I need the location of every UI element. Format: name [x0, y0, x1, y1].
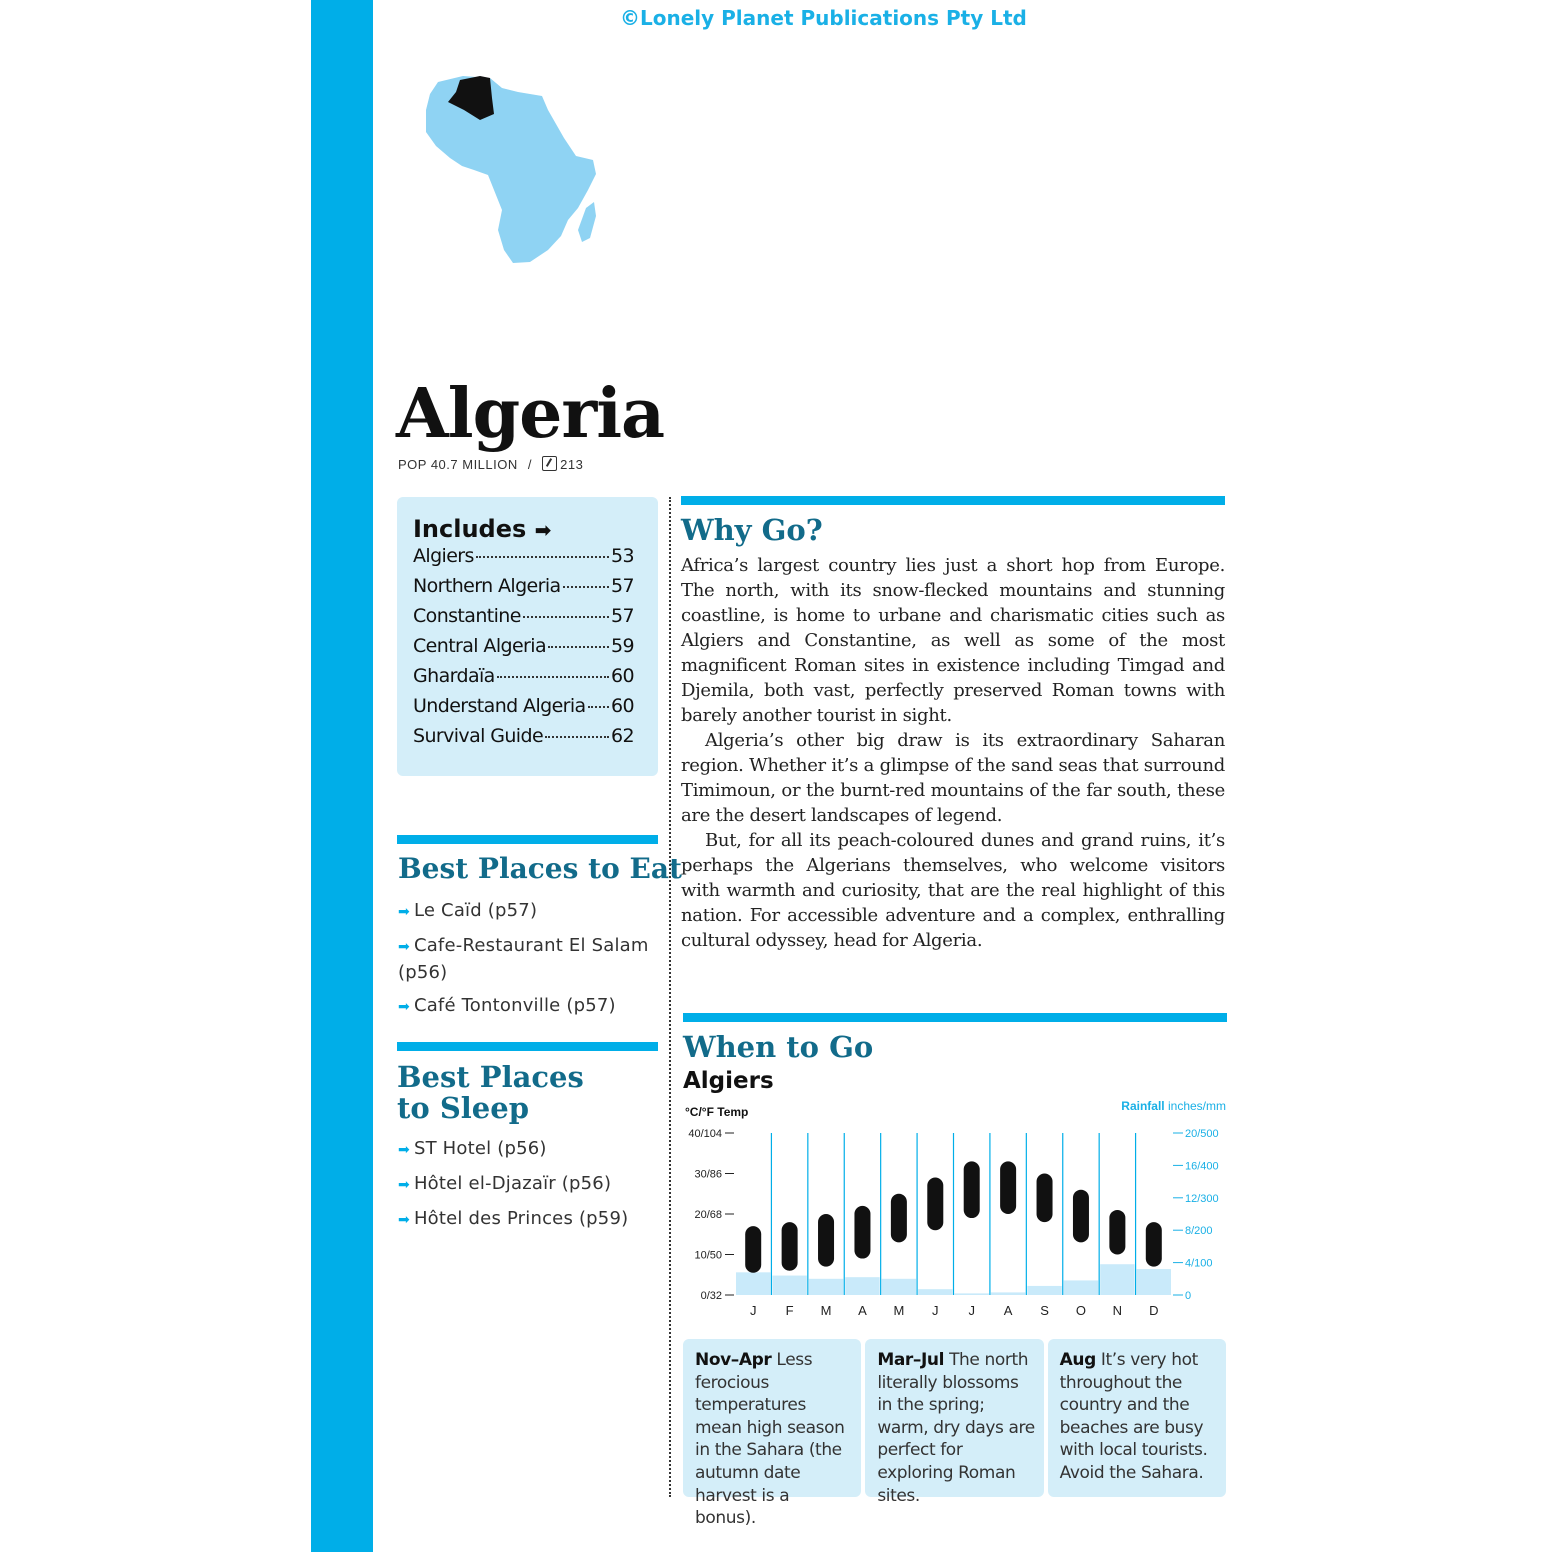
- eat-rule: [397, 835, 658, 844]
- temperature-range-bar: [782, 1222, 798, 1271]
- why-rule: [681, 496, 1225, 505]
- column-divider: [669, 497, 671, 1497]
- temperature-tick-label: 10/50: [694, 1249, 722, 1262]
- climate-chart: [680, 1098, 1230, 1328]
- sleep-rule: [397, 1042, 658, 1051]
- africa-shape: [426, 76, 596, 263]
- includes-list: [413, 545, 634, 755]
- rainfall-bar: [1064, 1280, 1098, 1295]
- temperature-range-bar: [854, 1206, 870, 1259]
- arrow-right-icon: ➡: [398, 1142, 410, 1158]
- includes-item[interactable]: Central Algeria 59: [413, 635, 634, 657]
- rainfall-bar: [955, 1293, 989, 1295]
- includes-title: Includes ➡: [413, 515, 552, 543]
- eat-list: [398, 898, 660, 1028]
- rainfall-bar: [1100, 1264, 1134, 1295]
- list-item[interactable]: ➡ Café Tontonville (p57): [398, 995, 616, 1016]
- rainfall-bar: [736, 1272, 770, 1295]
- leader-dots: [523, 616, 609, 618]
- rainfall-bar: [991, 1292, 1025, 1295]
- list-item[interactable]: ➡ Le Caïd (p57): [398, 900, 538, 921]
- month-label: O: [1075, 1303, 1087, 1318]
- madagascar-shape: [578, 202, 596, 242]
- eat-heading: Best Places to Eat: [398, 852, 682, 885]
- includes-item[interactable]: Ghardaïa 60: [413, 665, 634, 687]
- leader-dots: [476, 556, 609, 558]
- rainfall-bar: [918, 1289, 952, 1295]
- list-item[interactable]: ➡ Cafe-Restaurant El Salam (p56): [398, 935, 649, 983]
- leader-dots: [563, 586, 609, 588]
- left-color-band: [311, 0, 373, 1552]
- temperature-range-bar: [818, 1214, 834, 1267]
- rainfall-tick-label: 20/500: [1185, 1128, 1219, 1140]
- rainfall-bar: [882, 1279, 916, 1295]
- rainfall-tick-label: 12/300: [1185, 1192, 1219, 1205]
- temperature-ticks: [688, 1128, 734, 1302]
- population: POP 40.7 MILLION: [398, 457, 518, 472]
- leader-dots: [497, 676, 609, 678]
- sleep-heading: Best Places to Sleep: [397, 1060, 584, 1125]
- rain-axis-label: [1121, 1099, 1226, 1113]
- includes-item[interactable]: Northern Algeria 57: [413, 575, 634, 597]
- temperature-range-bar: [1146, 1222, 1162, 1267]
- month-labels: [750, 1303, 1159, 1318]
- rainfall-tick-label: 8/200: [1185, 1225, 1213, 1238]
- temperature-tick-label: 30/86: [694, 1168, 722, 1181]
- includes-item[interactable]: Constantine 57: [413, 605, 634, 627]
- leader-dots: [545, 736, 609, 738]
- month-label: J: [932, 1303, 939, 1318]
- temperature-range-bar: [1073, 1190, 1089, 1243]
- sleep-list: [398, 1136, 660, 1241]
- arrow-right-icon: ➡: [398, 1212, 410, 1228]
- rainfall-bar: [1137, 1269, 1171, 1295]
- month-label: N: [1112, 1303, 1123, 1318]
- arrow-right-icon: ➡: [398, 999, 410, 1015]
- season-label: Nov–Apr: [695, 1350, 772, 1370]
- list-item[interactable]: ➡ Hôtel des Princes (p59): [398, 1208, 629, 1229]
- why-paragraph: But, for all its peach-coloured dunes and grand ruins, it’s perhaps the Algerians themselves, who welcome visitors with warmth and curiosity, that are the real highlight of this nation. For accessible adventure and a complex, enthralling cultural odyssey, head for Algeria.: [681, 830, 1225, 951]
- temperature-range-bar: [1000, 1161, 1016, 1214]
- month-label: A: [1003, 1303, 1013, 1318]
- season-text: The north literally blossoms in the spring; warm, dry days are perfect for exploring Roman sites.: [877, 1350, 1035, 1506]
- temperature-range-bar: [1109, 1210, 1125, 1255]
- season-box: [1048, 1339, 1226, 1497]
- arrow-right-icon: ➡: [534, 518, 552, 542]
- list-item[interactable]: ➡ Hôtel el-Djazaïr (p56): [398, 1173, 612, 1194]
- why-paragraph: Algeria’s other big draw is its extraordinary Saharan region. Whether it’s a glimpse of the sand seas that surround Timimoun, or the burnt-red mountains of the far south, these are the desert landscapes of legend.: [681, 730, 1225, 826]
- includes-item[interactable]: Understand Algeria 60: [413, 695, 634, 717]
- season-text: It’s very hot throughout the country and the beaches are busy with local tourists. Avoid the Sahara.: [1059, 1350, 1208, 1483]
- includes-box: [397, 497, 658, 776]
- chart-city: Algiers: [683, 1068, 774, 1094]
- month-label: J: [749, 1303, 757, 1318]
- season-text: Less ferocious temperatures mean high season in the Sahara (the autumn date harvest is a bonus).: [695, 1350, 845, 1529]
- rainfall-ticks: [1173, 1128, 1219, 1302]
- temperature-tick-label: 0/32: [700, 1290, 722, 1302]
- why-heading: Why Go?: [681, 513, 823, 547]
- rainfall-bar: [772, 1276, 806, 1295]
- africa-locator-map: [418, 70, 603, 270]
- arrow-right-icon: ➡: [398, 1177, 410, 1193]
- rainfall-bar: [809, 1279, 843, 1295]
- season-label: Aug: [1059, 1350, 1096, 1370]
- country-title: Algeria: [396, 374, 665, 454]
- country-facts: [398, 456, 583, 472]
- temperature-range-bar: [891, 1194, 907, 1243]
- season-label: Mar–Jul: [877, 1350, 945, 1370]
- month-label: S: [1040, 1303, 1049, 1318]
- rain-axis-label-bold: Rainfall: [1121, 1099, 1165, 1113]
- temperature-range-bar: [927, 1178, 943, 1231]
- month-label: F: [785, 1303, 794, 1318]
- month-label: A: [858, 1303, 867, 1318]
- dialing-code: 213: [560, 457, 584, 472]
- when-heading: When to Go: [683, 1030, 874, 1064]
- season-box: [683, 1339, 861, 1529]
- why-body: [681, 553, 1225, 953]
- month-label: J: [968, 1303, 975, 1318]
- month-label: M: [820, 1303, 832, 1318]
- month-label: M: [893, 1303, 905, 1318]
- temperature-range-bar: [964, 1161, 980, 1218]
- why-paragraph: Africa’s largest country lies just a short hop from Europe. The north, with its snow-flecked mountains and stunning coastline, is home to urbane and charismatic cities such as Algiers and Constantine, as well as some of the most magnificent Roman sites in existence including Timgad and Djemila, both vast, perfectly preserved Roman towns with barely another tourist in sight.: [681, 555, 1225, 726]
- temperature-tick-label: 20/68: [694, 1209, 722, 1221]
- rainfall-bar: [1027, 1286, 1061, 1295]
- rainfall-tick-label: 4/100: [1185, 1257, 1213, 1270]
- list-item[interactable]: ➡ ST Hotel (p56): [398, 1138, 547, 1159]
- rainfall-bar: [845, 1277, 879, 1295]
- facts-separator: /: [527, 457, 533, 472]
- month-label: D: [1149, 1303, 1159, 1318]
- temperature-range-bar: [745, 1226, 761, 1273]
- leader-dots: [548, 646, 609, 648]
- rain-axis-label-units: inches/mm: [1167, 1099, 1226, 1113]
- temperature-tick-label: 40/104: [688, 1128, 722, 1140]
- includes-item[interactable]: Survival Guide 62: [413, 725, 634, 747]
- temperature-range-bar: [1037, 1174, 1053, 1223]
- rainfall-tick-label: 16/400: [1185, 1160, 1219, 1173]
- season-box: [865, 1339, 1043, 1506]
- temp-axis-label: °C/°F Temp: [685, 1105, 749, 1119]
- when-rule: [683, 1013, 1227, 1022]
- phone-code-icon: [542, 456, 557, 471]
- rainfall-tick-label: 0: [1185, 1290, 1192, 1302]
- copyright-notice: ©Lonely Planet Publications Pty Ltd: [620, 6, 1027, 30]
- includes-item[interactable]: Algiers 53: [413, 545, 634, 567]
- leader-dots: [588, 706, 609, 708]
- arrow-right-icon: ➡: [398, 939, 410, 955]
- arrow-right-icon: ➡: [398, 904, 410, 920]
- season-boxes: [683, 1339, 1226, 1529]
